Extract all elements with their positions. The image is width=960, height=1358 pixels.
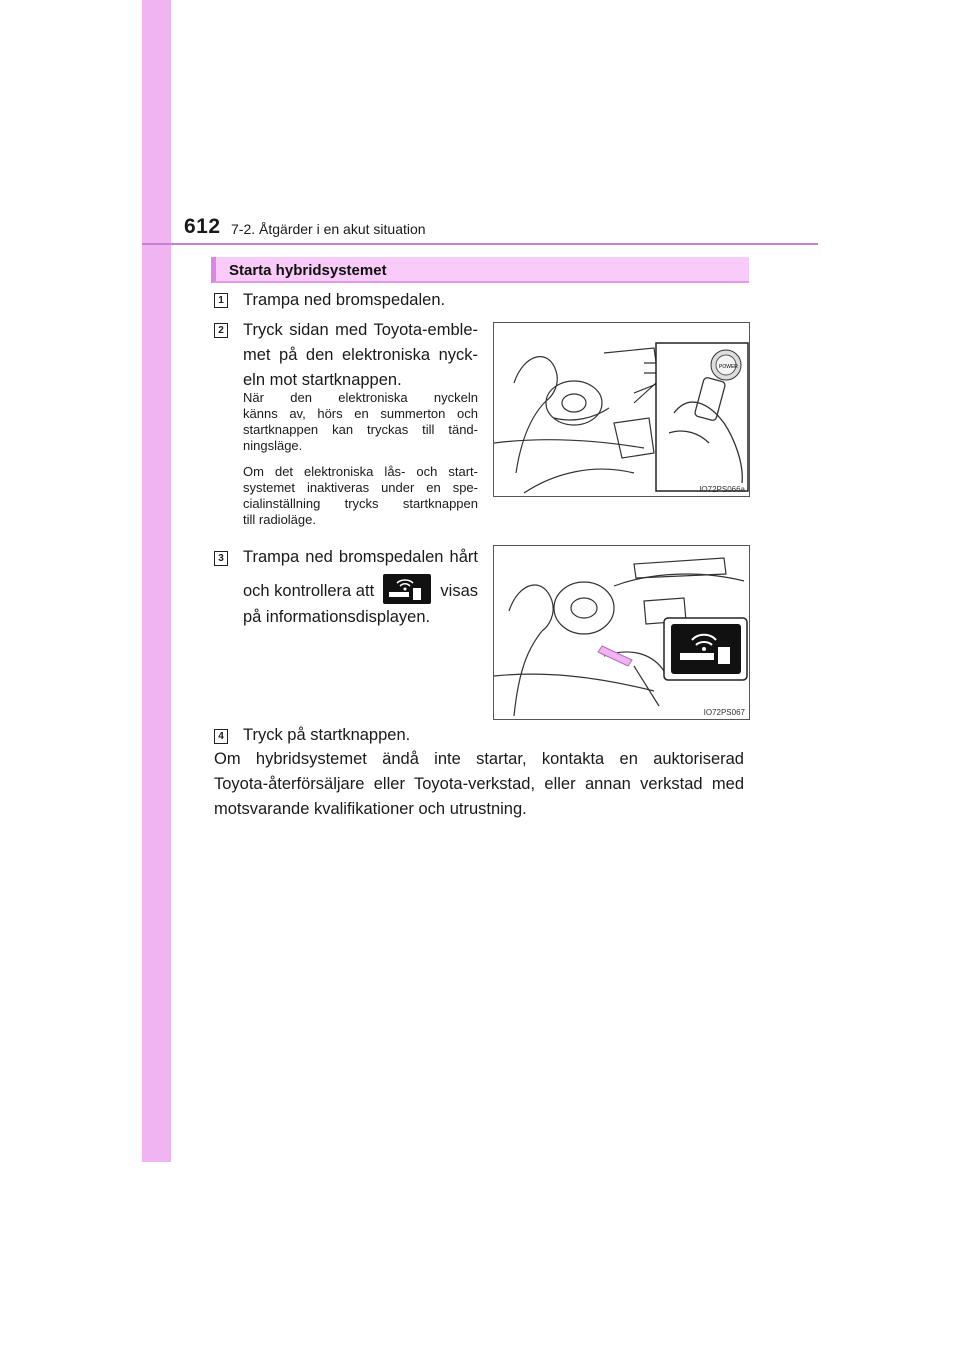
note-2-line-1: Om det elektroniska lås- och start- [243,464,478,479]
note-2-line-2: systemet inaktiveras under en spe- [243,480,478,495]
side-tab-bar [142,0,171,1162]
figure-1-code: IO72PS066a [699,485,745,494]
step-1-badge: 1 [214,293,228,308]
chapter-header: 7-2. Åtgärder i en akut situation [231,221,426,237]
step-3-badge: 3 [214,551,228,566]
power-label: POWER [719,364,738,370]
closing-line-2: Toyota-återförsäljare eller Toyota-verkstad, eller annan verkstad med [214,775,744,793]
key-to-button-illustration [494,323,750,497]
figure-2-code: IO72PS067 [703,708,745,717]
step-2-badge: 2 [214,323,228,338]
page-number: 612 [184,215,221,238]
section-heading-bar [211,257,749,283]
key-indicator-display-illustration [494,546,750,720]
note-1-line-4: ningsläge. [243,438,303,453]
figure-indicator-display [493,545,750,720]
closing-line-3: motsvarande kvalifikationer och utrustning. [214,800,527,818]
smart-key-indicator-icon [383,574,431,604]
closing-line-1: Om hybridsystemet ändå inte startar, kontakta en auktoriserad [214,750,744,768]
step-2-line-2: met på den elektroniska nyck- [243,346,478,364]
note-1-line-1: När den elektroniska nyckeln [243,390,478,405]
step-3-line-2-end: visas [440,581,478,600]
note-2-line-4: till radioläge. [243,512,316,527]
note-2-line-3: cialinställning trycks startknappen [243,496,478,511]
step-3-line-2 [243,576,478,606]
step-3-line-3: på informationsdisplayen. [243,608,431,626]
step-3-line-1: Trampa ned bromspedalen hårt [243,548,478,566]
step-3-line-2-start: och kontrollera att [243,581,375,600]
step-2-line-3: eln mot startknappen. [243,371,402,389]
note-1-line-2: känns av, hörs en summerton och [243,406,478,421]
note-1-line-3: startknappen kan tryckas till tänd- [243,422,478,437]
figure-key-to-power-button [493,322,750,497]
header-divider [142,243,818,245]
section-title: Starta hybridsystemet [229,262,387,279]
step-4-text: Tryck på startknappen. [243,726,411,744]
step-4-badge: 4 [214,729,228,744]
step-1-text: Trampa ned bromspedalen. [243,291,446,309]
step-2-line-1: Tryck sidan med Toyota-emble- [243,321,478,339]
